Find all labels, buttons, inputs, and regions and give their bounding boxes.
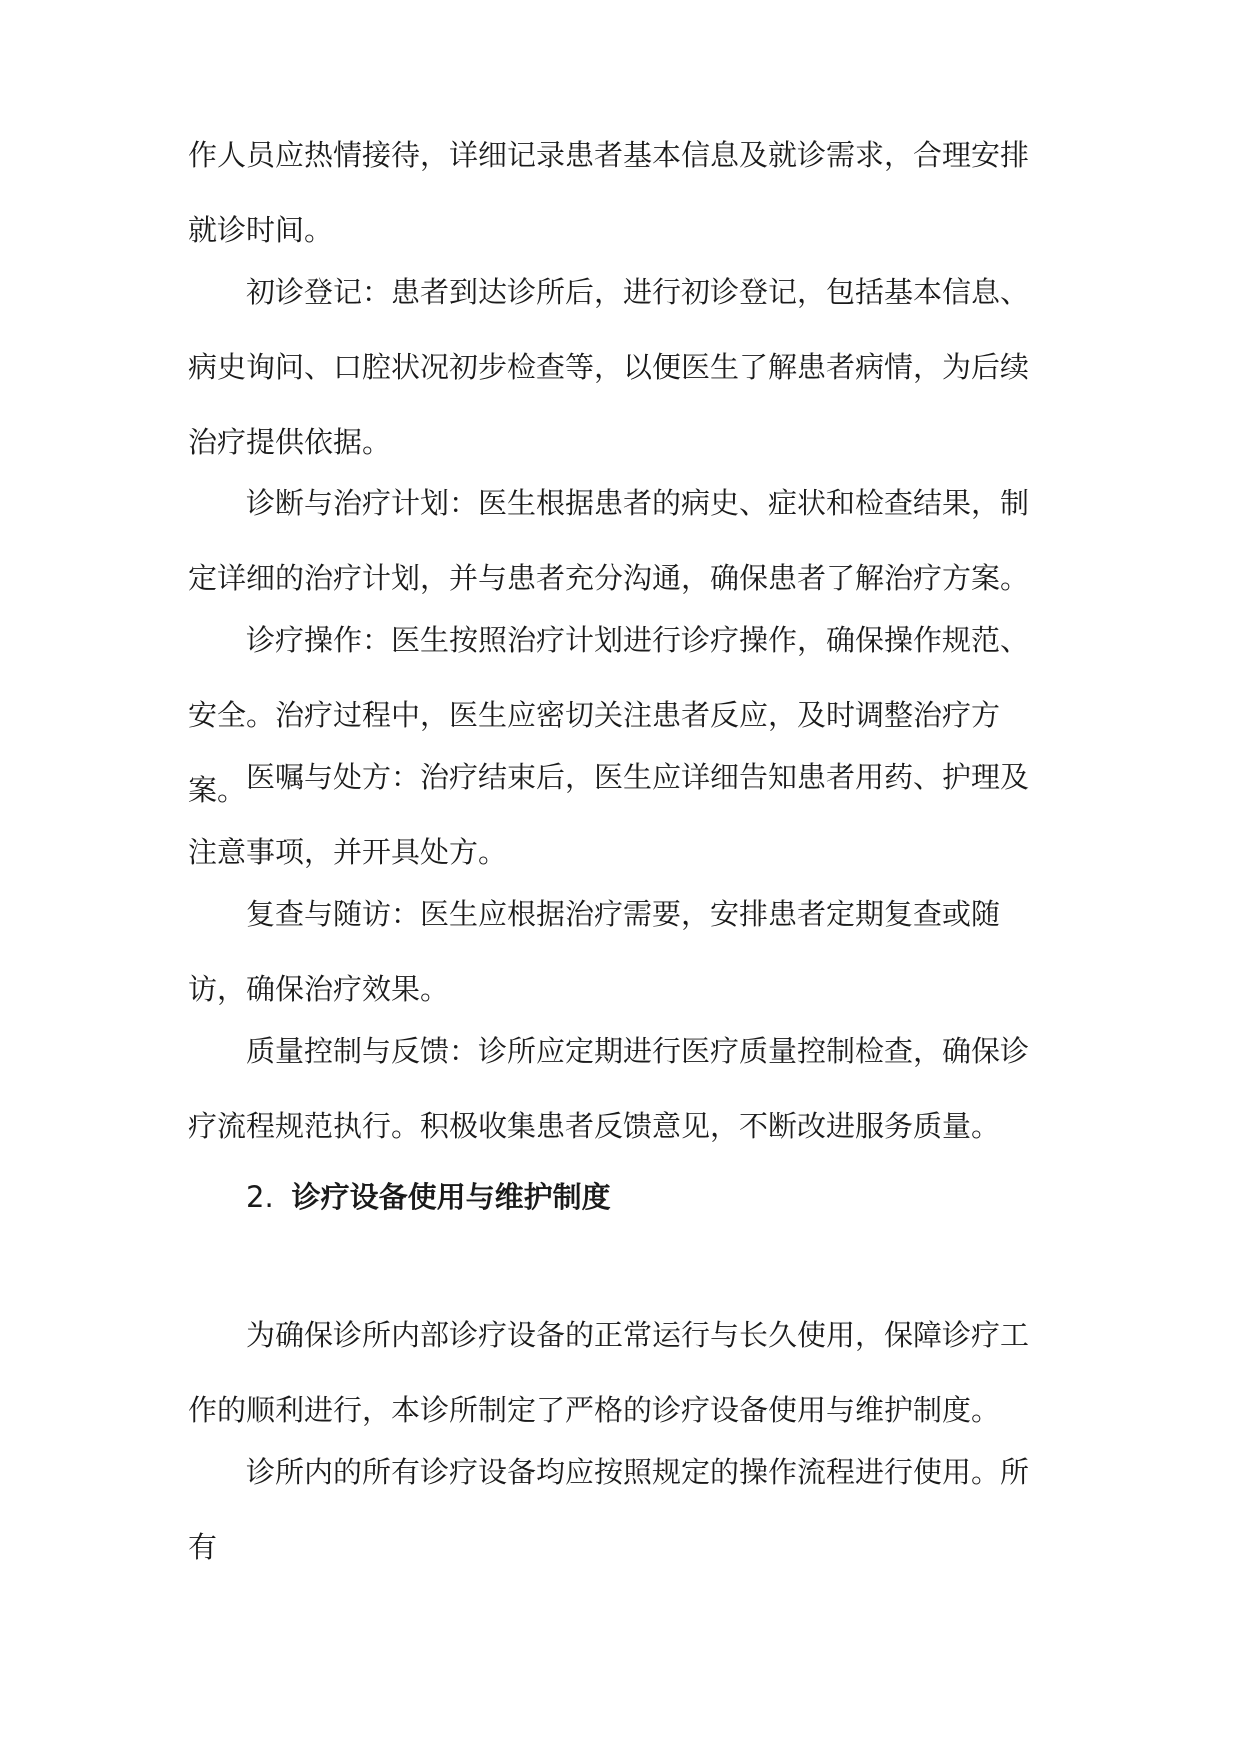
paragraph-quality-control: 质量控制与反馈：诊所应定期进行医疗质量控制检查，确保诊疗流程规范执行。积极收集患者反馈意见，不断改进服务质量。 — [188, 1034, 1030, 1143]
paragraph-initial-registration: 初诊登记：患者到达诊所后，进行初诊登记，包括基本信息、病史询问、口腔状况初步检查等，以便医生了解患者病情，为后续治疗提供依据。 — [188, 275, 1030, 459]
paragraph-diagnosis-plan: 诊断与治疗计划：医生根据患者的病史、症状和检查结果，制定详细的治疗计划，并与患者充分沟通，确保患者了解治疗方案。 — [188, 486, 1030, 595]
section-title: 诊疗设备使用与维护制度 — [291, 1180, 611, 1214]
section-number: 2. — [246, 1180, 274, 1214]
paragraph-follow-up: 复查与随访：医生应根据治疗需要，安排患者定期复查或随访，确保治疗效果。 — [188, 897, 1001, 1006]
paragraph-continued-reception: 作人员应热情接待，详细记录患者基本信息及就诊需求，合理安排就诊时间。 — [188, 138, 1030, 247]
paragraph-equipment-intro: 为确保诊所内部诊疗设备的正常运行与长久使用，保障诊疗工作的顺利进行，本诊所制定了严格的诊疗设备使用与维护制度。 — [188, 1318, 1030, 1427]
paragraph-treatment-operation: 诊疗操作：医生按照治疗计划进行诊疗操作，确保操作规范、安全。治疗过程中，医生应密切关注患者反应，及时调整治疗方案。 — [188, 623, 1030, 807]
paragraph-equipment-usage: 诊所内的所有诊疗设备均应按照规定的操作流程进行使用。所有 — [188, 1455, 1030, 1564]
paragraph-prescription: 医嘱与处方：治疗结束后，医生应详细告知患者用药、护理及注意事项，并开具处方。 — [188, 760, 1030, 869]
section-heading — [246, 1160, 1056, 1235]
